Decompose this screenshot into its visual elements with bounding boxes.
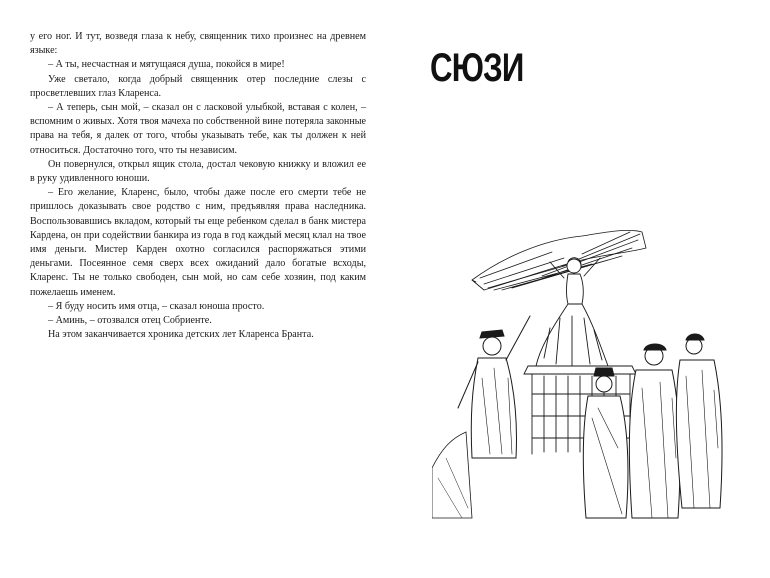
paragraph: – Его желание, Кларенс, было, чтобы даже после его смерти тебе не пришлось доказывать свое родство с ним, предъявляя права наследника. Воспользовавшись вкладом, который ты еще ребенком сделал в банк мистера Кардена, он при содействии банкира из года в год каждый месяц клал на твое имя деньги. Мистер Карден охотно согласился распоряжаться этими деньгами. Посеянное семя сверх всех ожиданий дало богатые всходы, Кларенс. Ты не только свободен, сын мой, но сам себе хозяин, под каким пожелаешь именем. [30,187,366,298]
chapter-text [30,30,366,342]
paragraph: – Аминь, – отозвался отец Собриенте. [48,315,212,327]
paragraph: – Я буду носить имя отца, – сказал юноша просто. [48,300,265,312]
paragraph: – А теперь, сын мой, – сказал он с ласковой улыбкой, вставая с колен, – вспомним о живых. Хотя твоя мачеха по собственной вине потеряла законные права на тебя, я далек от того, чтобы указывать тебе, как ты должен к ней относиться. Достаточно того, что ты независим. [30,102,366,156]
flag-icon [472,230,646,290]
chapter-title: СЮЗИ [430,46,524,90]
woman-waving-flag-crowd-illustration [432,218,732,538]
paragraph: Он повернулся, открыл ящик стола, достал чековую книжку и вложил ее в руку удивленного юноши. [30,158,366,185]
paragraph: – А ты, несчастная и мятущаяся душа, покойся в мире! [48,59,285,71]
paragraph: На этом заканчивается хроника детских лет Кларенса Бранта. [48,329,314,341]
paragraph: Уже светало, когда добрый священник отер последние слезы с просветлевших глаз Кларенса. [30,73,366,99]
paragraph: у его ног. И тут, возведя глаза к небу, священник тихо произнес на древнем языке: [30,31,366,57]
